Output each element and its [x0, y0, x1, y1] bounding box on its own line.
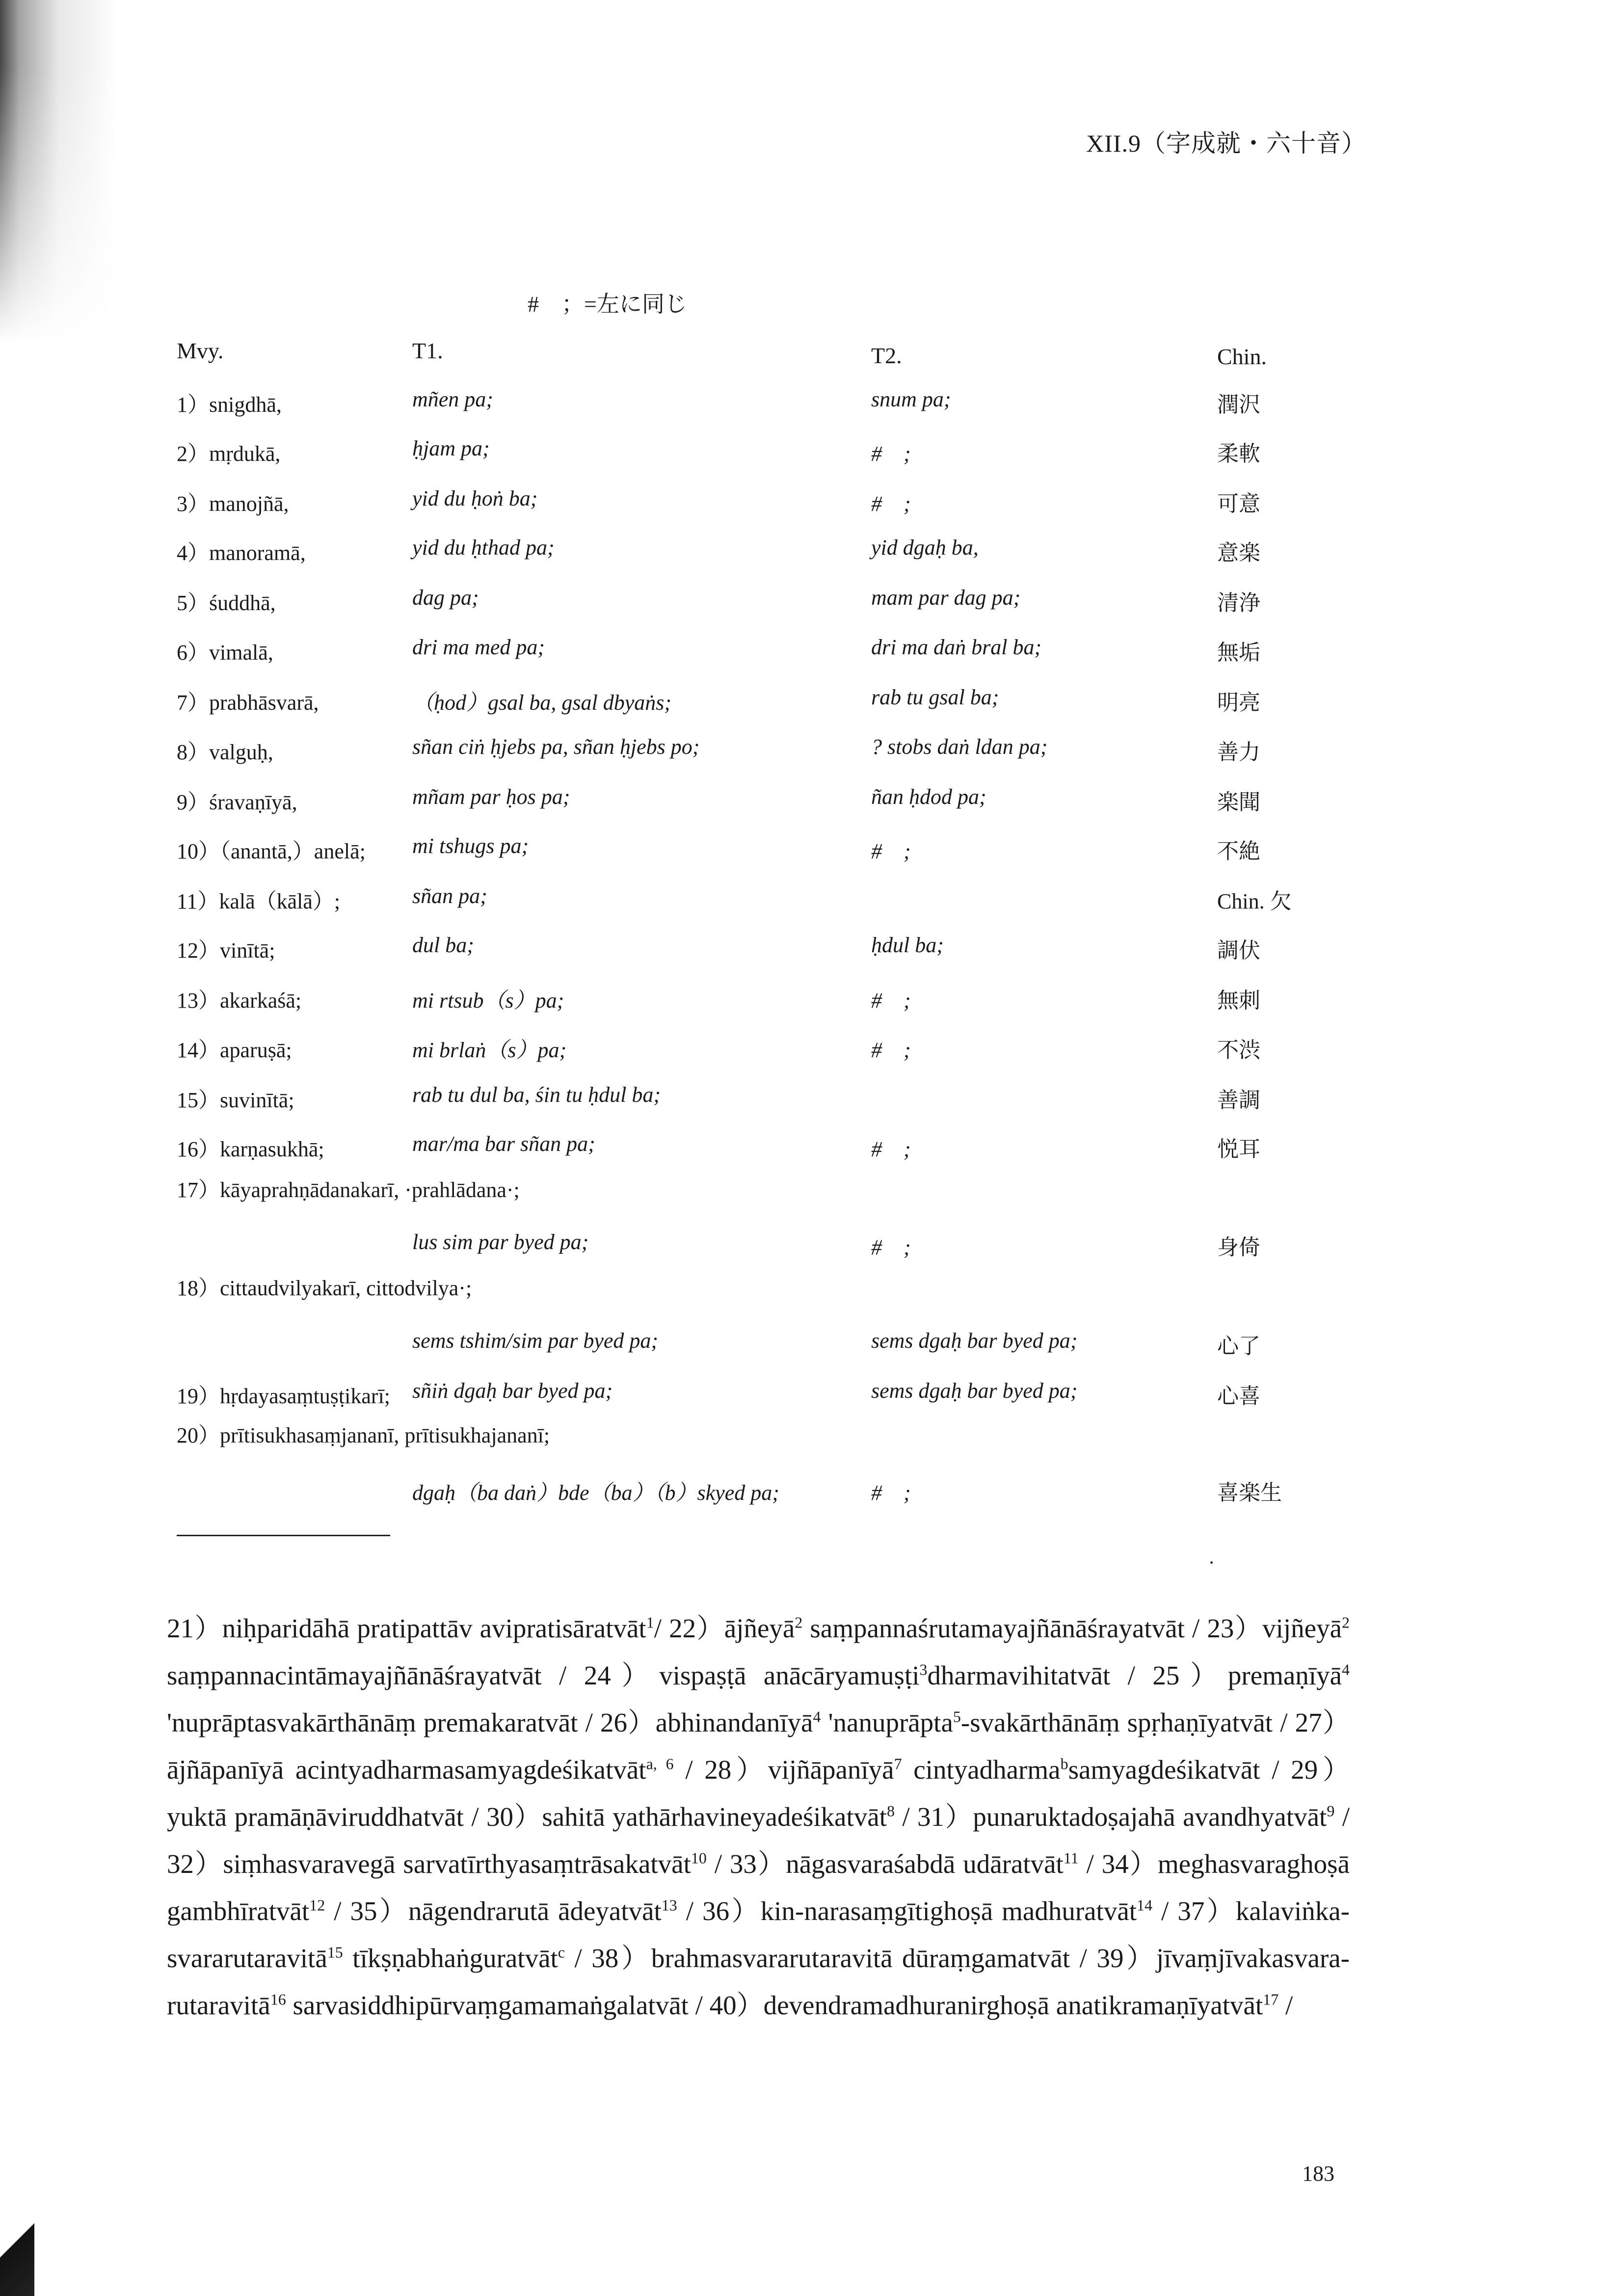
- header-chin: Chin.: [1217, 344, 1267, 369]
- scan-corner-mark: [0, 2217, 34, 2296]
- table-row: [0, 1378, 1624, 1417]
- paragraph-text: / 35）nāgendrarutā ādeyatvāt: [325, 1896, 662, 1926]
- mvy-cell: 18）cittaudvilyakarī, cittodvilya·;: [177, 1276, 472, 1300]
- footnote-ref: 4: [813, 1708, 821, 1726]
- chin-cell: 意楽: [1217, 541, 1260, 565]
- chin-cell: 明亮: [1217, 691, 1260, 715]
- table-row: [0, 1328, 1624, 1367]
- t1-cell: mñen pa;: [412, 387, 493, 411]
- footnote-ref: 11: [1063, 1849, 1079, 1867]
- footnote-ref: 2: [795, 1613, 803, 1631]
- t2-cell: yid dgaḥ ba,: [871, 535, 979, 560]
- table-row: [0, 1082, 1624, 1121]
- mvy-cell: 11）kalā（kālā）;: [177, 889, 341, 913]
- paragraph-text: saṃpannaśrutamayajñānāśrayatvāt / 23）vijñeyā: [802, 1613, 1342, 1643]
- paragraph-text: saṃpannacintāmayajñānāśrayatvāt / 24）vispaṣṭā anācāryamuṣṭi: [167, 1660, 920, 1690]
- mvy-cell: 9）śravaṇīyā,: [177, 790, 297, 814]
- t2-cell: sems dgaḥ bar byed pa;: [871, 1379, 1078, 1403]
- mvy-cell: 4）manoramā,: [177, 541, 306, 565]
- table-row: [0, 784, 1624, 824]
- t2-cell: ñan ḥdod pa;: [871, 785, 986, 809]
- t1-cell: ḥjam pa;: [412, 436, 490, 460]
- footnote-ref: 1: [646, 1613, 654, 1631]
- paragraph-text: / 32）siṃhasvaravegā sarvatīrthyasaṃtrāsakatvāt: [167, 1802, 1350, 1879]
- t2-cell: # ;: [871, 1137, 911, 1161]
- footnote-ref: 5: [953, 1708, 961, 1726]
- table-row: [0, 1172, 1624, 1211]
- chin-cell: 柔軟: [1217, 442, 1260, 466]
- t1-cell: dgaḥ（ba daṅ）bde（ba）（b）skyed pa;: [412, 1481, 779, 1505]
- t2-cell: # ;: [871, 1235, 911, 1259]
- table-row: [0, 1032, 1624, 1071]
- footnote-ref: 12: [309, 1896, 325, 1914]
- chin-cell: 身倚: [1217, 1235, 1260, 1259]
- paragraph-text: 'nanuprāpta: [821, 1708, 953, 1737]
- t2-cell: ? stobs daṅ ldan pa;: [871, 735, 1048, 759]
- mvy-cell: 5）śuddhā,: [177, 591, 276, 615]
- t1-cell: sñiṅ dgaḥ bar byed pa;: [412, 1379, 613, 1403]
- footnote-ref: a, 6: [646, 1755, 674, 1773]
- mvy-cell: 14）aparuṣā;: [177, 1038, 292, 1062]
- t2-cell: # ;: [871, 839, 911, 863]
- footnote-ref: 2: [1342, 1613, 1350, 1631]
- mvy-cell: 15）suvinītā;: [177, 1088, 294, 1112]
- t2-cell: # ;: [871, 1481, 911, 1505]
- table-row: [0, 1131, 1624, 1171]
- paragraph-text: 21）niḥparidāhā pratipattāv avipratisāratvāt: [167, 1613, 646, 1643]
- chin-cell: 無垢: [1217, 641, 1260, 665]
- footnote-ref: 9: [1327, 1802, 1335, 1820]
- chin-cell: 不絶: [1217, 839, 1260, 863]
- chin-cell: 無刺: [1217, 988, 1260, 1013]
- footnote-ref: 17: [1263, 1990, 1279, 2008]
- mvy-cell: 10）（anantā,）anelā;: [177, 839, 366, 863]
- paragraph-text: 'nuprāptasvakārthānāṃ premakaratvāt / 26）abhinandanīyā: [167, 1708, 813, 1737]
- mvy-cell: 1）snigdhā,: [177, 393, 282, 417]
- paragraph-text: -svakārthānāṃ spṛhaṇīyatvāt / 27）ājñāpanīyā acintyadharmasamyagdeśikatvāt: [167, 1708, 1350, 1785]
- t2-cell: mam par dag pa;: [871, 586, 1021, 610]
- mvy-cell: 3）manojñā,: [177, 492, 289, 516]
- t2-cell: snum pa;: [871, 387, 951, 411]
- chin-cell: 悦耳: [1217, 1137, 1260, 1161]
- table-row: [0, 734, 1624, 774]
- table-row: [0, 585, 1624, 624]
- header-mvy: Mvy.: [177, 338, 224, 363]
- t1-cell: lus sim par byed pa;: [412, 1230, 589, 1254]
- table-row: [0, 486, 1624, 525]
- table-row: [0, 1475, 1624, 1514]
- table-row: [0, 1229, 1624, 1269]
- footnote-ref: 13: [661, 1896, 677, 1914]
- table-row: [0, 535, 1624, 574]
- table-row: [0, 1270, 1624, 1309]
- chin-cell: Chin. 欠: [1217, 889, 1292, 913]
- table-row: [0, 883, 1624, 923]
- footnote-ref: 15: [327, 1943, 343, 1961]
- sanskrit-paragraph: [167, 1605, 1350, 2029]
- t1-cell: mi tshugs pa;: [412, 834, 529, 858]
- t2-cell: # ;: [871, 1038, 911, 1062]
- mvy-cell: 6）vimalā,: [177, 641, 273, 665]
- chin-cell: 喜楽生: [1217, 1481, 1282, 1505]
- chin-cell: 潤沢: [1217, 393, 1260, 417]
- paragraph-text: / 33）nāgasvaraśabdā udāratvāt: [706, 1849, 1064, 1879]
- mvy-cell: 13）akarkaśā;: [177, 988, 302, 1013]
- t1-cell: mñam par ḥos pa;: [412, 785, 570, 809]
- t1-cell: mi rtsub（s）pa;: [412, 988, 564, 1013]
- footnote-ref: 8: [886, 1802, 895, 1820]
- footnote-ref: b: [1060, 1755, 1068, 1773]
- paragraph-text: / 38）brahmasvararutaravitā dūraṃgamatvāt / 39）jīvaṃjīvakasvara-rutaravitā: [167, 1943, 1350, 2020]
- chin-cell: 清浄: [1217, 591, 1260, 615]
- footnote-rule: [177, 1535, 390, 1536]
- t2-cell: rab tu gsal ba;: [871, 685, 999, 709]
- table-row: [0, 387, 1624, 426]
- table-row: [0, 635, 1624, 674]
- t2-cell: # ;: [871, 442, 911, 466]
- chin-cell: 不渋: [1217, 1038, 1260, 1062]
- stray-dot: ·: [1208, 1551, 1215, 1574]
- paragraph-text: dharmavihitatvāt / 25）premaṇīyā: [927, 1660, 1342, 1690]
- footnote-ref: 4: [1342, 1660, 1350, 1679]
- paragraph-text: / 28）vijñāpanīyā: [673, 1755, 894, 1785]
- t2-cell: # ;: [871, 492, 911, 516]
- table-row: [0, 833, 1624, 873]
- header-t1: T1.: [412, 338, 443, 363]
- mvy-cell: 19）hṛdayasaṃtuṣṭikarī;: [177, 1384, 391, 1408]
- paragraph-text: / 31）punaruktadoṣajahā avandhyatvāt: [894, 1802, 1327, 1832]
- chin-cell: 楽聞: [1217, 790, 1260, 814]
- table-row: [0, 685, 1624, 724]
- t1-cell: sñan ciṅ ḥjebs pa, sñan ḥjebs po;: [412, 735, 700, 759]
- footnote-ref: c: [558, 1943, 565, 1961]
- ditto-legend: # ；=左に同じ: [528, 292, 687, 317]
- mvy-cell: 17）kāyaprahṇādanakarī, ·prahlādana·;: [177, 1178, 520, 1202]
- chin-cell: 可意: [1217, 492, 1260, 516]
- footnote-ref: 14: [1137, 1896, 1153, 1914]
- mvy-cell: 8）valguḥ,: [177, 740, 273, 764]
- t1-cell: sñan pa;: [412, 884, 487, 908]
- paragraph-text: / 36）kin-narasaṃgītighoṣā madhuratvāt: [677, 1896, 1137, 1926]
- footnote-ref: 3: [919, 1660, 928, 1679]
- table-row: [0, 436, 1624, 475]
- running-head: XII.9（字成就・六十音）: [1086, 130, 1366, 157]
- t1-cell: yid du ḥthad pa;: [412, 535, 555, 560]
- mvy-cell: 12）vinītā;: [177, 938, 275, 962]
- mvy-cell: 2）mṛdukā,: [177, 442, 281, 466]
- mvy-cell: 16）karṇasukhā;: [177, 1137, 324, 1161]
- t1-cell: dag pa;: [412, 586, 479, 610]
- t1-cell: yid du ḥoṅ ba;: [412, 486, 538, 510]
- t1-cell: dul ba;: [412, 933, 474, 957]
- table-row: [0, 1417, 1624, 1457]
- mvy-cell: 7）prabhāsvarā,: [177, 691, 319, 715]
- scan-shadow-edge: [0, 0, 118, 344]
- paragraph-text: /: [1278, 1990, 1293, 2020]
- t1-cell: mar/ma bar sñan pa;: [412, 1132, 595, 1156]
- paragraph-text: samyagdeśikatvāt / 29）yuktā pramāṇāviruddhatvāt / 30）sahitā yathārhavineyadeśikatvāt: [167, 1755, 1350, 1832]
- header-t2: T2.: [871, 343, 902, 368]
- table-row: [0, 933, 1624, 972]
- t2-cell: dri ma daṅ bral ba;: [871, 635, 1042, 659]
- t2-cell: ḥdul ba;: [871, 933, 944, 957]
- footnote-ref: 7: [894, 1755, 902, 1773]
- paragraph-text: sarvasiddhipūrvaṃgamamaṅgalatvāt / 40）devendramadhuranirghoṣā anatikramaṇīyatvāt: [286, 1990, 1263, 2020]
- chin-cell: 心喜: [1217, 1384, 1260, 1408]
- chin-cell: 善調: [1217, 1088, 1260, 1112]
- page-number: 183: [1302, 2162, 1334, 2186]
- paragraph-text: / 34）meghasvaraghoṣā gambhīratvāt: [167, 1849, 1350, 1926]
- t1-cell: sems tshim/sim par byed pa;: [412, 1329, 659, 1353]
- mvy-cell: 20）prītisukhasaṃjananī, prītisukhajananī;: [177, 1423, 550, 1447]
- paragraph-text: / 22）ājñeyā: [654, 1613, 795, 1643]
- t1-cell: mi brlaṅ（s）pa;: [412, 1038, 567, 1062]
- chin-cell: 善力: [1217, 740, 1260, 764]
- footnote-ref: 16: [270, 1990, 286, 2008]
- chin-cell: 心了: [1217, 1334, 1260, 1358]
- t2-cell: # ;: [871, 988, 911, 1013]
- t2-cell: sems dgaḥ bar byed pa;: [871, 1329, 1078, 1353]
- t1-cell: rab tu dul ba, śin tu ḥdul ba;: [412, 1083, 661, 1107]
- paragraph-text: tīkṣṇabhaṅguratvāt: [343, 1943, 558, 1973]
- table-row: [0, 983, 1624, 1022]
- paragraph-text: / 37）kalaviṅka-svararutaravitā: [167, 1896, 1350, 1973]
- table-header-row: [0, 338, 1624, 377]
- chin-cell: 調伏: [1217, 938, 1260, 962]
- t1-cell: （ḥod）gsal ba, gsal dbyaṅs;: [412, 691, 671, 715]
- t1-cell: dri ma med pa;: [412, 635, 545, 659]
- footnote-ref: 10: [691, 1849, 707, 1867]
- paragraph-text: cintyadharma: [902, 1755, 1061, 1785]
